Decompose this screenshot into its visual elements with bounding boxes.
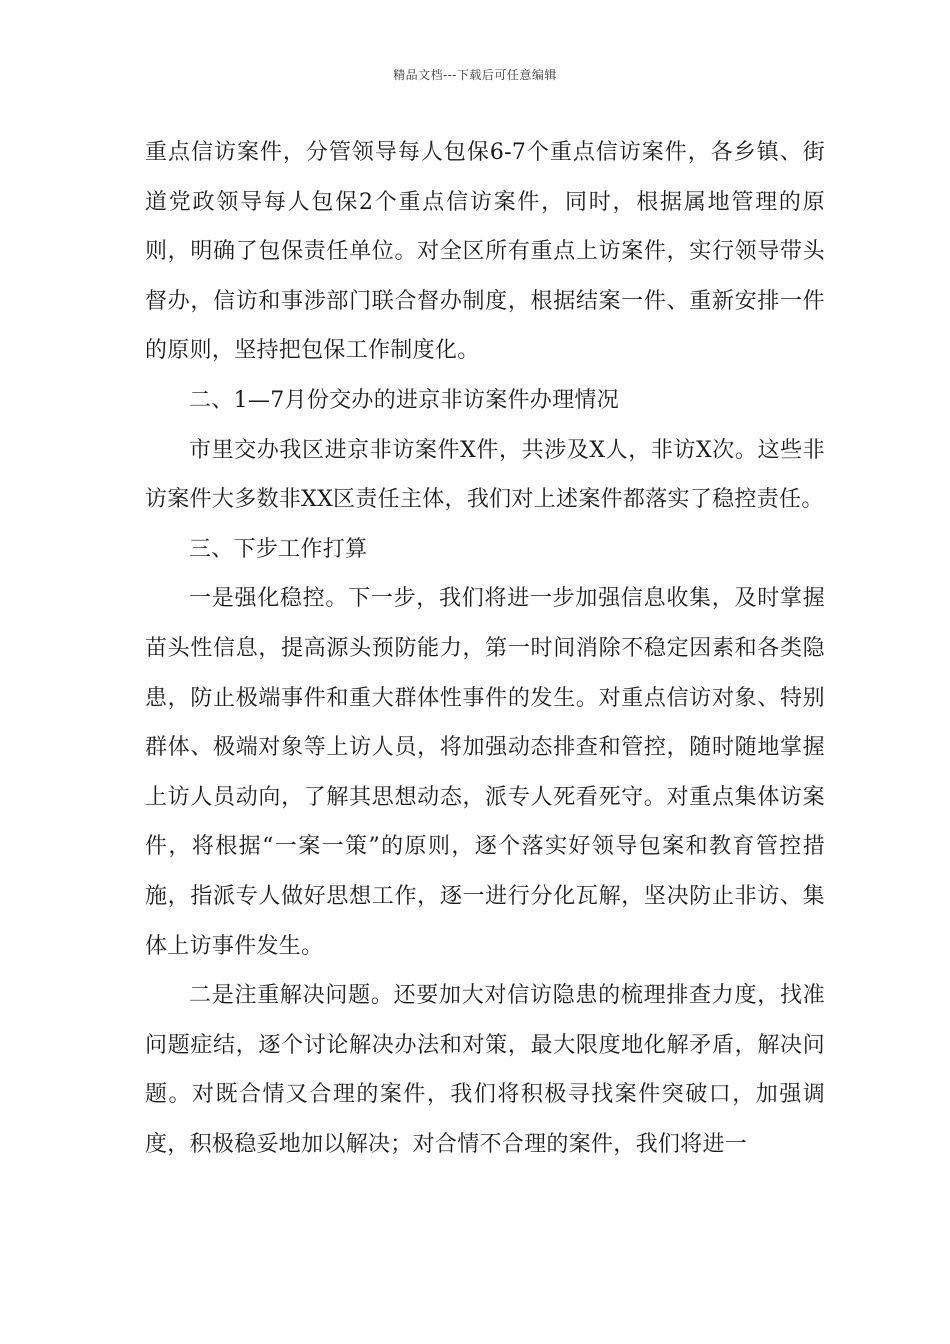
paragraph-problem-solving: 二是注重解决问题。还要加大对信访隐患的梳理排查力度，找准问题症结，逐个讨论解决办法和对策，最大限度地化解矛盾，解决问题。对既合情又合理的案件，我们将积极寻找案件突破口，加强调度，积极稳妥地加以解决；对合情不合理的案件，我们将进一 (145, 983, 825, 1157)
page-header: 精品文档---下载后可任意编辑 (393, 68, 557, 82)
section-heading-2: 二、1—7月份交办的进京非访案件办理情况 (189, 387, 619, 413)
paragraph-stability-control: 一是强化稳控。下一步，我们将进一步加强信息收集，及时掌握苗头性信息，提高源头预防能力，第一时间消除不稳定因素和各类隐患，防止极端事件和重大群体性事件的发生。对重点信访对象、特别群体、极端对象等上访人员，将加强动态排查和管控，随时随地掌握上访人员动向，了解其思想动态，派专人死看死守。对重点集体访案件，将根据“一案一策”的原则，逐个落实好领导包案和教育管控措施，指派专人做好思想工作，逐一进行分化瓦解，坚决防止非访、集体上访事件发生。 (145, 586, 825, 959)
section-heading-3: 三、下步工作打算 (189, 536, 368, 562)
paragraph-continuation: 重点信访案件，分管领导每人包保6-7个重点信访案件，各乡镇、街道党政领导每人包保2个重点信访案件，同时，根据属地管理的原则，明确了包保责任单位。对全区所有重点上访案件，实行领导带头督办，信访和事涉部门联合督办制度，根据结案一件、重新安排一件的原则，坚持把包保工作制度化。 (145, 140, 825, 364)
paragraph-beijing-cases: 市里交办我区进京非访案件X件，共涉及X人，非访X次。这些非访案件大多数非XX区责任主体，我们对上述案件都落实了稳控责任。 (145, 437, 825, 513)
document-body (145, 128, 825, 1169)
